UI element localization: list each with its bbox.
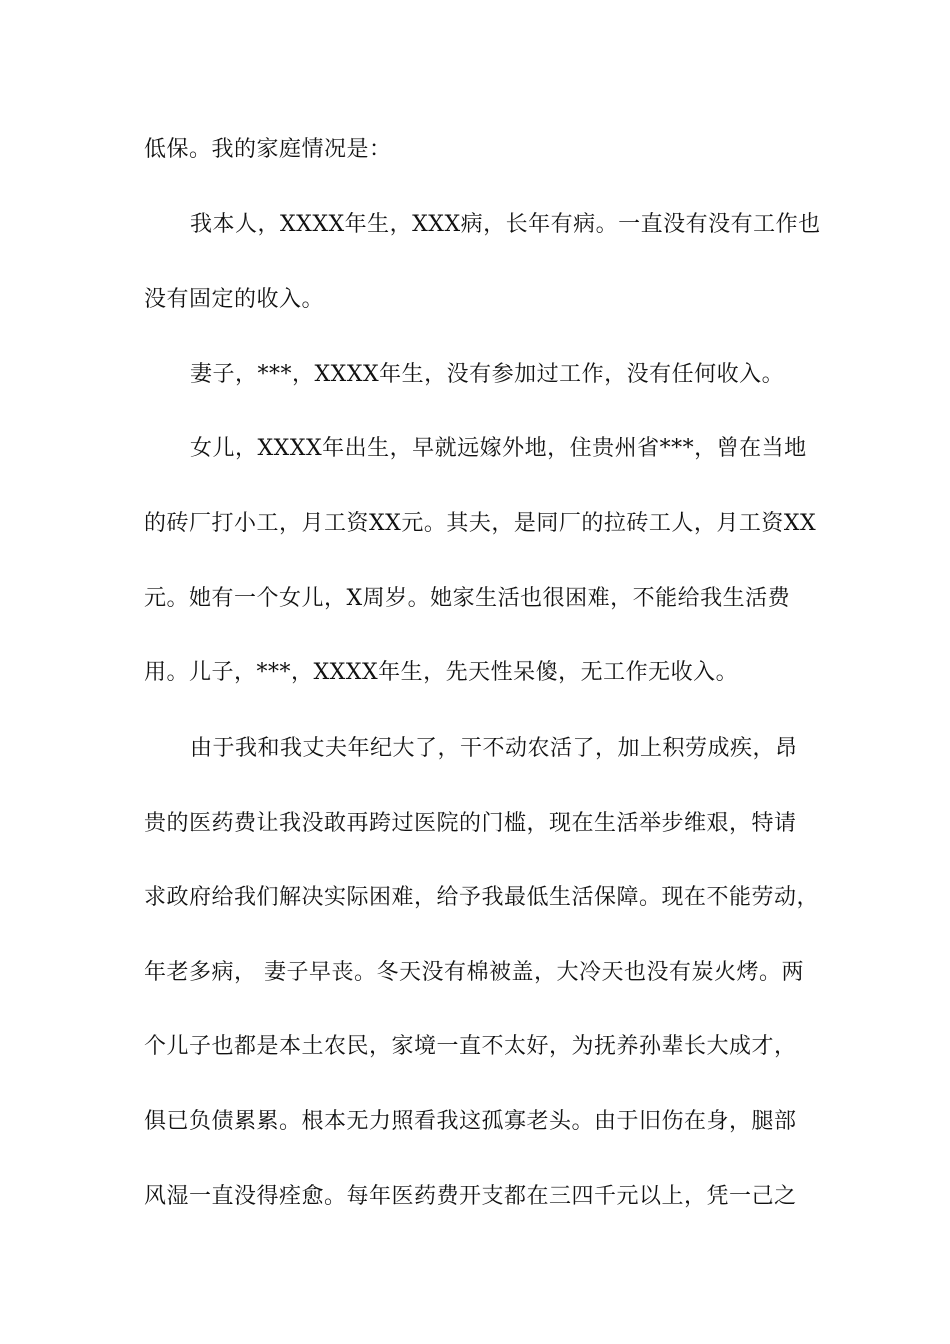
text-line: 用。儿子，***，XXXX年生，先天性呆傻，无工作无收入。 (144, 660, 739, 685)
text-line: 的砖厂打小工，月工资XX元。其夫，是同厂的拉砖工人，月工资XX (144, 511, 817, 536)
text-line: 我本人，XXXX年生，XXX病，长年有病。一直没有没有工作也 (190, 212, 821, 237)
text-line: 元。她有一个女儿，X周岁。她家生活也很困难，不能给我生活费 (144, 586, 791, 611)
text-line: 没有固定的收入。 (144, 287, 325, 312)
text-line: 俱已负债累累。根本无力照看我这孤寡老头。由于旧伤在身，腿部 (144, 1109, 797, 1134)
text-line: 年老多病， 妻子早丧。冬天没有棉被盖，大冷天也没有炭火烤。两 (144, 960, 804, 985)
text-line: 由于我和我丈夫年纪大了，干不动农活了，加上积劳成疾，昂 (190, 736, 798, 761)
text-line: 贵的医药费让我没敢再跨过医院的门槛，现在生活举步维艰，特请 (144, 811, 797, 836)
text-line: 风湿一直没得痊愈。每年医药费开支都在三四千元以上，凭一己之 (144, 1184, 797, 1209)
text-line: 个儿子也都是本土农民，家境一直不太好，为抚养孙辈长大成才， (144, 1034, 797, 1059)
text-line: 女儿，XXXX年出生，早就远嫁外地，住贵州省***，曾在当地 (190, 436, 807, 461)
text-line: 求政府给我们解决实际困难，给予我最低生活保障。现在不能劳动， (144, 885, 820, 910)
text-line: 低保。我的家庭情况是： (144, 137, 392, 162)
text-line: 妻子，***，XXXX年生，没有参加过工作，没有任何收入。 (190, 362, 785, 387)
